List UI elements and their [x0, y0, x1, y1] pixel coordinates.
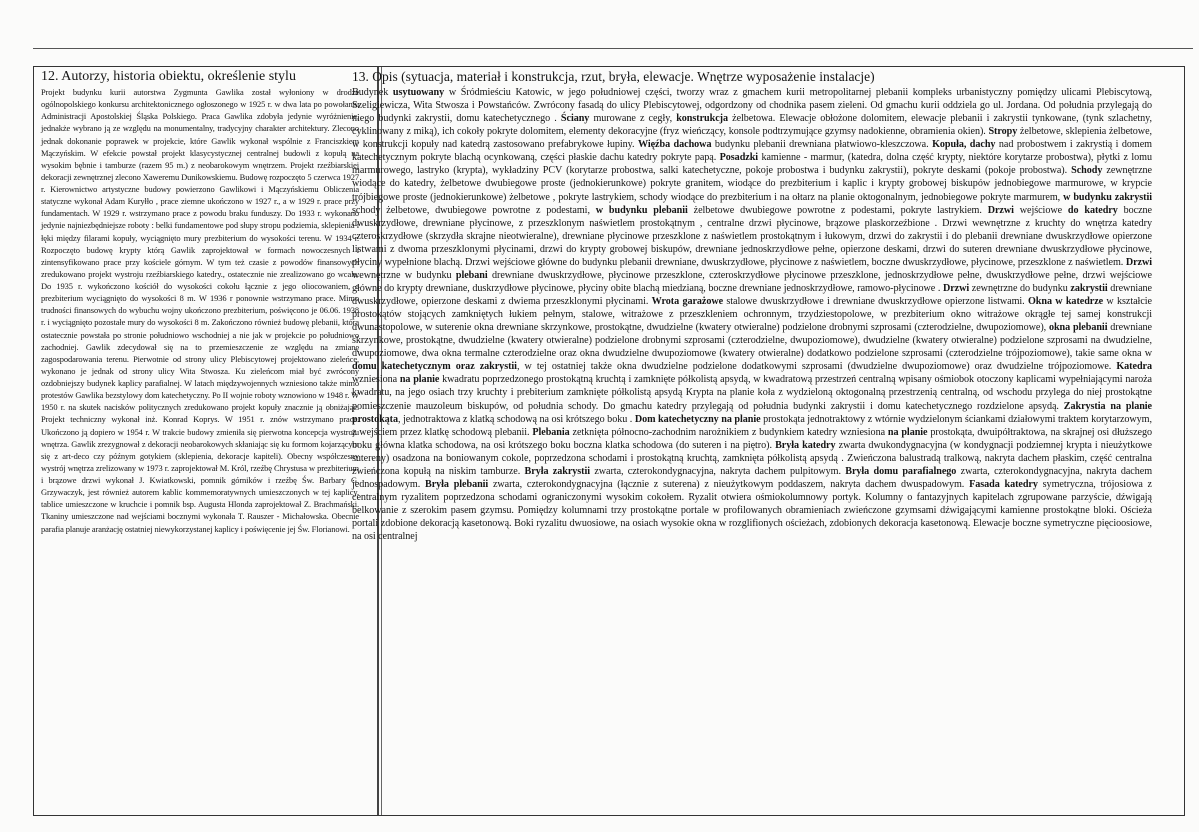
section-13-body [352, 86, 1152, 543]
bold-term: Zakrystia na planie prostokąta [352, 400, 1152, 425]
bold-term: na planie [887, 426, 928, 438]
text-run: drewniane skrzynkowe, prostokątne, dwudzielne (kwatery otwieralne) podzielone drobnymi szprosami (czterodzielne, dwupoziomowe), dwudzielne (kwatery otwieralne) podzielone szprosami na dwudzielne, dwupoziomowe, dwa okna termalne czterodzielne oraz okna dwudzielne dwupoziomowe (kwatery otwieralne) dodatkowo podzielone szprosami (czterodzielne trójpoziomowe), takie same okna w [352, 322, 1152, 360]
bold-term: Posadzki [719, 152, 759, 164]
text-run: boczne dwuskrzydłowe, drewniane płycinowe, z przeszklonym naświetlem prostokątnym , centralne drzwi płycinowe, brązowe plaskorzeźbione . Drzwi wewnętrzne z kruchty do wnętrza katedry czteroskrzydłowe (skrzydła skrajne nieotwieralne), drewniane płycinowe przeszklone z naświetlem prostokątnym i łukowym, drzwi do zakrystii i do plebanii drewniane dwuskrzydłowe opierzone listwami z dwoma przeszklonymi płycinami, drzwi do krypty grobowej biskupów, drewniane jednoskrzydłowe pełne, opierzone deskami, drzwi do suteren drewniane dwuskrzydłowe płycinowe, płyciny wypełnione blachą. Drzwi wejściowe główne do budynku plebanii drewniane, dwuskrzydłowe, płycinowe z naświetlem, boczne dwuskrzydłowe, płycinowe, przeszklone z naświetlem. [352, 204, 1152, 268]
bold-term: domu katechetycznym oraz zakrystii [352, 361, 517, 373]
section-12-heading: 12. Autorzy, historia obiektu, określenie stylu [41, 69, 296, 84]
text-run: kamienne - marmur, (katedra, dolna część krypty, niektóre korytarze probostwa), płytki z lomu marmurowego, lastryko (krypta), wykładziny PCV (korytarze probostwa, salki katechetyczne, pokoje probostwa i budynku zakrystii), pokryte deskami (pokoje probostwa). [352, 152, 1152, 177]
bold-term: do katedry [1067, 204, 1118, 216]
text-run: nad probostwem i zakrystią i domem katechetycznym pokryte blachą ocynkowaną, części płaskie dachu katedry pokryte papą. [352, 139, 1152, 164]
bold-term: Drzwi [1125, 256, 1152, 268]
bold-term: Katedra [1116, 361, 1152, 373]
text-run: prostokąta, dwuipółtraktowa, na skrajnej osi dłuższego boku główna klatka schodowa, na osi krótszego boku boczna klatka schodowa (do suteren i na piętro). [352, 426, 1152, 451]
bold-term: w budynku plebanii [595, 204, 688, 216]
bold-term: Dom katechetyczny na planie [634, 413, 761, 425]
bold-term: zakrystii [1070, 282, 1108, 294]
bold-term: Stropy [988, 126, 1018, 138]
bold-term: Ściany [560, 113, 590, 125]
bold-term: Bryła katedry [775, 439, 836, 451]
text-run: , jednotraktowa z klatką schodową na osi krótszego boku . [398, 413, 635, 425]
text-run: murowane z cegły, [589, 113, 677, 125]
bold-term: Fasada katedry [969, 478, 1038, 490]
bold-term: Bryła zakrystii [524, 465, 591, 477]
text-run: symetryczna, trójosiowa z centralnym ryzalitem poprzedzona schodami ograniczonymi wysokim cokołem. Ryzalit otwiera ośmiokolumnowy portyk. Kolumny o fantazyjnych kapitelach zgrupowane parzyście, dźwigają belkowanie z szerokim pasem gzymsu. Pomiędzy kolumnami trzy prostokątne portale w profilowanych obramieniach zwieńczone gzymsami dźwigającymi kamienne prostokątne bloki. Ościeża portali zdobione dekoracją kasetonową. Boki ryzalitu dwuosiowe, na osiach wysokie okna w rozglifionych ościeżach, zdobionych dekoracja kasetonową. Elewacje boczne symetryczne pięcioosiowe, na osi centralnej [352, 478, 1153, 543]
bold-term: plebani [455, 269, 488, 281]
section-12 [41, 69, 359, 535]
bold-term: Schody [1071, 165, 1103, 177]
bold-term: Bryła domu parafialnego [845, 465, 957, 477]
text-run: prostokąta jednotraktowy z wtórnie wydzielonym ściankami działowymi traktem korytarzowym, z wejściem przez klatkę schodową plebanii. [352, 413, 1152, 438]
text-run: zewnętrzne do budynku [969, 282, 1071, 294]
text-run: wejściowe [1013, 204, 1068, 216]
bold-term: na planie [399, 374, 440, 386]
text-run: żelbetowe dwubiegowe powrotne z podestami, pokryte lastrykiem. [687, 204, 988, 216]
text-run: zetknięta północno-zachodnim narożnikiem z budynkiem katedry wzniesiona [569, 426, 888, 438]
bold-term: Okna w katedrze [1027, 296, 1104, 307]
text-run: w Śródmieściu Katowic, w jego południowej części, tworzy wraz z gmachem kurii metropolitarnej plebanii kompleks urbanistyczny pomiędzy ulicami Plebiscytową, Szeligiewicza, Wita Stwosza i Powstańców. Zwrócony fasadą do ulicy Plebiscytowej, odgordzony od chodnika pasem zieleni. Od gmachu kurii oddziela go ul. Jordana. Od południa przylegają do niego budynki zakrystii, domu katechetycznego . [352, 87, 1152, 125]
text-run: drewniane dwuskrzydłowe, płycinowe przeszklone, czteroskrzydłowe płycinowe przeszklone, jednoskrzydłowe pełne, dwuskrzydłowe pełne, drzwi wejściowe główne do krypty drewniane, duskrzydłowe płycinowe, płyciny obite blachą miedzianą, boczne drewniane jednoskrzydłowe, ramowo-płycinowe . [352, 269, 1152, 294]
bold-term: Drzwi [987, 204, 1014, 216]
text-run: stalowe dwuskrzydłowe i drewniane dwuskrzydłowe opierzone listwami. [723, 296, 1028, 307]
text-run: kwadratu poprzedzonego prostokątną kruchtą i zamknięte półkolistą apsydą, w kwadratową przestrzeń centralną wpisany ośmiobok otoczony kaplicami wypełniającymi naroża kwadratu, na jego osiach trzy kruchty i prebiterium zamknięte półkolistą apsydą Krypta na planie koła z wydzieloną oktogonalną przestrzenią centralną, od wschodu przylega do niej prostokątne pomieszczenie mauzoleum biskupów, od południa schody. Do gmachu katedry przylegają od południa budynki zakrystii i domu katechetycznego rozdzielone apsydą. [352, 374, 1152, 412]
text-run: , w tej ostatniej także okna dwudzielne podzielone dodatkowymi szprosami (dwudzielne dwupoziomowe) oraz dwudzielne trójpoziomowe. [516, 361, 1117, 373]
section-13-heading: 13. Opis (sytuacja, materiał i konstrukcja, rzut, bryła, elewacje. Wnętrze wyposażenie instalacje) [352, 69, 875, 84]
bold-term: konstrukcja [676, 113, 728, 125]
section-12-body: Projekt budynku kurii autorstwa Zygmunta Gawlika został wyłoniony w drodze ogólnopolskiego konkursu architektonicznego ogłoszonego w 1925 r. w dwa lata po powołaniu Administracji Apostolskiej Śląska Polskiego. Praca Gawlika zdobyła jedynie wyróżnienie, jednakże wybrano ją ze względu na monumentalny, tradycyjny charakter architektury. Zlecono jednak dokonanie poprawek w projekcie, które Gawlik wykonał wspólnie z Franciszkiem Mączyńskim. W efekcie powstał projekt klasycystycznej centralnej budowli z kopułą na wysokim bębnie i tamburze (razem 95 m.) z neobarokowym wnętrzem. Projekt rzeźbiarskiej dekoracji zewnętrznej zlecono Xaweremu Dunikowskiemu. Budowę rozpoczęto 5 czerwca 1927 r. Kierownictwo artystyczne budowy powierzono Gawlikowi i Mączyńskiemu Obliczenia statyczne wykonał Adam Kuryłło , prace ziemne ukończono w 1927 r., a w 1929 r. prace przy fundamentach. W 1929 r. wstrzymano prace z powodu braku funduszy. Do 1933 r. wykonano jedynie najniezbędniejsze roboty : belki fundamentowe pod słupy stropu podziemia, sklepienia i łęki między filarami kopuły, wyciągnięto mury prezbiterium do wysokości terenu. W 1934 r. Rozpoczęto budowę krypty którą Gawlik zaprojektował w formach nowoczesnych i zintensyfikowano prace przy kościele górnym. W tym też czasie z powodów finansowych zredukowano projekt wystroju rzeźbiarskiego katedry., ostatecznie nie zrealizowano go wcale. Do 1935 r. wykończono kościół do wysokości cokołu łącznie z jego oliocowaniem, a prezbiterium wyciągnięto do wysokości 8 m. W 1936 r ponownie wstrzymano prace. Mimo trudności finansowych do wybuchu wojny ukończono prezbiterium, poświęcono je 06.06. 1938 r. i wyciągnięto pozostałe mury do wysokości 8 m. Zakończono również budowę plebanii, która ostatecznie powstała po stronie południowo wschodniej a nie jak w projekcie po południowo zachodniej. Gawlik zdecydował się na to przemieszczenie ze względu na zmianę zagospodarowania terenu. Pierwotnie od strony ulicy Plebiscytowej projektowano zieleńce, wykonano je jednak od strony ulicy Wita Stwosza. Ku zieleńcom miał być zwrócony ozdobniejszy budynek kaplicy parafialnej. W latach międzywojennych wzniesiono także mimo protestów Gawlika bezstylowy dom katechetyczny. Po II wojnie roboty wznowiono w 1948 r. W 1950 r. na skutek nacisków politycznych zredukowano projekt kopuły znacznie ją obniżając. Projekt techniczny wykonał inż. Konrad Koprys. W 1951 r. znów wstrzymano prace. Ukończono ją dopiero w 1954 r. W trakcie budowy zmieniła się pierwotna koncepcja wystroju wnętrza. Gawlik zrezygnował z dekoracji neobarokowych skłaniając się ku formom kojarzącym się z art-deco czy późnym gotykiem (sklepienia, dekoracje kapiteli). Obecny współczesny wystrój wnętrza zrelizowany w 1973 r. zaprojektował M. Król, rzeźbę Chrystusa w prezbiterium i brązowe drzwi wykonał J. Kwiatkowski, pomnik górników i rzeźbę Św. Barbary G. Grzywaczyk, jest również autorem kablic kommemoratywnych umieszczonych w tej kaplicy, tablice umieszczone w kruchcie i pomnik bsp. Augusta Hlonda zaprojektował Z. Brachmański. Tkaniny umieszczone nad wejściami bocznymi wykonała T. Rauszer - Michałowska. Obecnie parafia planuje aranżację ostatniej niewykorzystanej kaplicy i poświęcenie jej Św. Florianowi. [41, 87, 359, 534]
text-run: drewniane dwuskrzydłowe, opierzone deskami z dwiema przeszklonymi płycinami. [352, 282, 1152, 307]
text-run: żelbetowa. Elewacje obłożone dolomitem, elewacje plebanii i zakrystii tynkowane, (tynk szlachetny, cyklinowany z miką), ich cokoły pokryte dolomitem, elementy dekoracyjne (fryz wieńczący, konsole podtrzymujące gzymsy nadokienne, obramienia okien). [352, 113, 1153, 138]
section-13 [352, 69, 1152, 543]
text-run: schody żelbetowe, dwubiegowe powrotne z podestami, [352, 204, 596, 216]
text-run: budynku plebanii drewniana płatwiowo-kleszczowa. [711, 139, 933, 151]
bold-term: Kopuła, dachy [932, 139, 996, 151]
bold-term: usytuowany [392, 87, 445, 98]
text-run: zewnętrzne wiodące do katedry, żelbetowe dwubiegowe proste (jednokierunkowe) pokryte granitem, wiodące do prezbiterium i kaplic i krypty grobowej biskupów jednobiegowe marmurowe, w krypcie trójbiegowe proste (jednokierunkowe) żelbetowe , pokryte lastrykiem, schody wiodące do prezbiterium i na ołtarz na planie oktogonalnym, jednobiegowe pokryte marmurem, [352, 165, 1153, 203]
text-run: Budynek [352, 87, 393, 98]
bold-term: w budynku zakrystii [1063, 191, 1152, 203]
bold-term: Więźba dachowa [637, 139, 712, 151]
bold-term: Wrota garażowe [651, 296, 724, 307]
bold-term: Bryła plebanii [424, 478, 489, 490]
text-run: żelbetowe, sklepienia żelbetowe, w konstrukcji kopuły nad katedrą zastosowano prefabrykowe łupiny. [352, 126, 1152, 151]
text-run: zwarta, czterokondygnacyjna (łącznie z suterena) z nieużytkowym poddaszem, nakryta dachem dwuspadowym. [488, 478, 970, 490]
text-run: zwarta, czterokondygnacyjna, nakryta dachem jednospadowym. [352, 465, 1153, 490]
text-run: wewnętrzne w budynku [352, 269, 456, 281]
text-run: zwarta, czterokondygnacyjna, nakryta dachem pulpitowym. [590, 465, 846, 477]
bold-term: Plebania [532, 426, 570, 438]
bold-term: Drzwi [942, 282, 970, 294]
text-run: zwarta dwukondygnacyjna (w kondygnacji podziemnej krypta i nieużytkowe sutereny) osadzona na boniowanym cokole, poprzedzona schodami i prostokątną kruchtą, zamknięta półkolistą apsydą . Zwieńczona balustradą tralkową, nakryta dachem płaskim, część centralna zwieńczona kopułą na niskim tamburze. [352, 439, 1152, 477]
text-run: wzniesiona [352, 374, 400, 386]
form-table [33, 66, 1185, 816]
text-run: w kształcie prostokątów stojących zamkniętych łukiem pełnym, stalowe, witrażowe z przeszkleniem ochronnym, trzydziestopolowe, w prezbiterium okno witrażowe okrągłe tej samej konstrukcji dwunastopolowe, w suterenie okna drewniane skrzynkowe, prostokątne, dwudzielne (kwatery otwieralne) podzielone drobnymi szprosami (czterodzielne, dwupoziomowe), [352, 296, 1152, 334]
top-rule [33, 48, 1193, 49]
bold-term: okna plebanii [1048, 322, 1108, 334]
